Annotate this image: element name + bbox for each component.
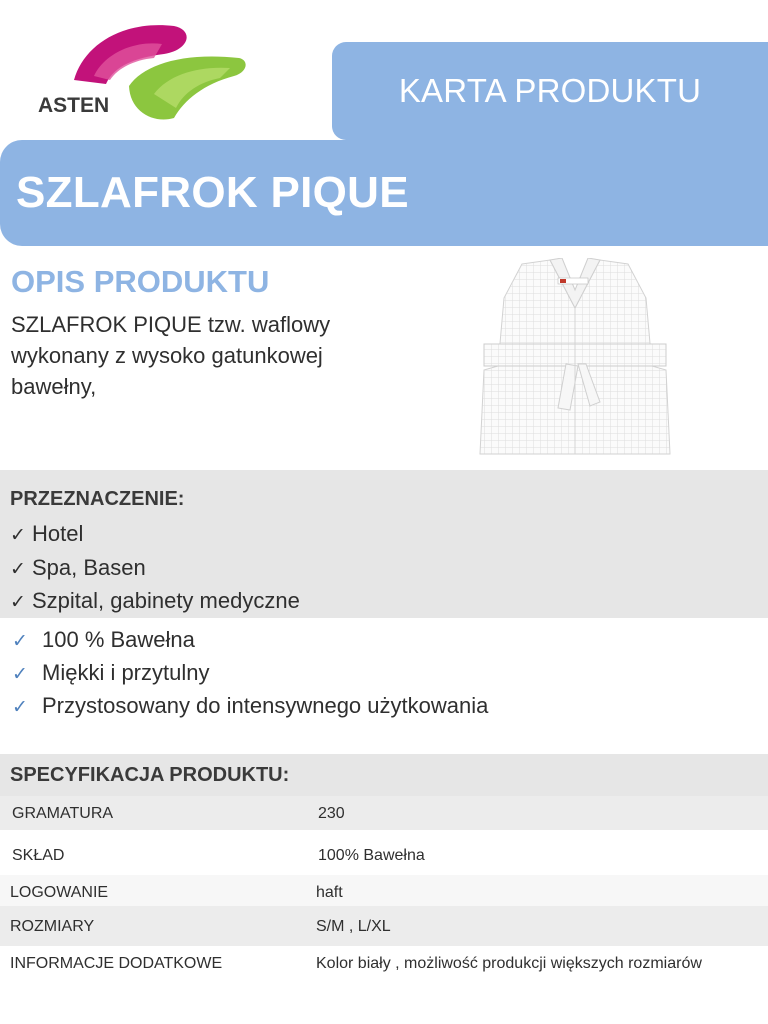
description-heading: OPIS PRODUKTU [11,264,270,299]
table-row-bg [0,875,768,906]
spec-value: haft [316,884,343,901]
spec-heading: SPECYFIKACJA PRODUKTU: [10,764,290,786]
spec-value: S/M , L/XL [316,918,391,935]
spec-label: SKŁAD [12,847,65,864]
spec-value: 100% Bawełna [318,847,425,864]
features-list [12,624,488,723]
purpose-list [10,518,300,619]
spec-value: Kolor biały , możliwość produkcji większych rozmiarów [316,955,702,972]
description-text: SZLAFROK PIQUE tzw. waflowy wykonany z wysoko gatunkowej bawełny, [11,312,331,399]
product-title: SZLAFROK PIQUE [16,168,409,217]
list-item: ✓ Hotel [10,518,300,552]
asten-logo [34,14,246,124]
bathrobe-image [470,258,680,458]
spec-label: GRAMATURA [12,805,114,822]
spec-value: 230 [318,805,345,822]
purpose-heading: PRZEZNACZENIE: [10,488,185,510]
check-icon: ✓ [12,631,28,652]
logo-text: ASTEN [38,94,110,117]
list-item: ✓ Szpital, gabinety medyczne [10,585,300,619]
spec-label: INFORMACJE DODATKOWE [10,955,223,972]
card-label: KARTA PRODUKTU [398,72,702,109]
list-item: ✓ 100 % Bawełna [12,624,488,657]
list-item: ✓ Przystosowany do intensywnego użytkowania [12,690,488,723]
check-icon: ✓ [12,697,28,718]
spec-label: ROZMIARY [10,918,95,935]
check-icon: ✓ [10,558,26,580]
list-item: ✓ Spa, Basen [10,552,300,586]
table-row-bg [0,796,768,830]
list-item: ✓ Miękki i przytulny [12,657,488,690]
check-icon: ✓ [10,525,26,546]
check-icon: ✓ [10,592,26,613]
check-icon: ✓ [12,664,28,685]
spec-label: LOGOWANIE [10,884,109,901]
